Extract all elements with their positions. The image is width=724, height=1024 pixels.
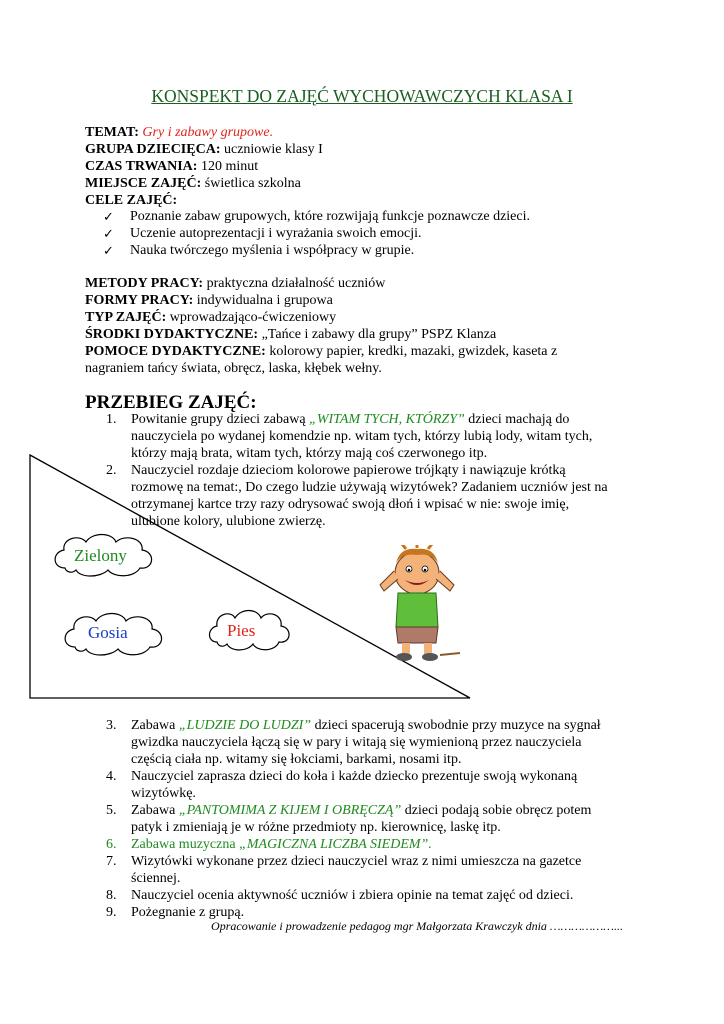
srodki-value: „Tańce i zabawy dla grupy” PSPZ Klanza — [261, 327, 497, 342]
metody-value: praktyczna działalność uczniów — [206, 276, 386, 291]
step-text: Nauczyciel ocenia aktywność uczniów i zbiera opinie na temat zajęć od dzieci. — [131, 888, 574, 903]
goal-item: Poznanie zabaw grupowych, które rozwijają funkcje poznawcze dzieci. — [130, 209, 530, 224]
page-title: KONSPEKT DO ZAJĘĆ WYCHOWAWCZYCH KLASA I — [151, 86, 573, 106]
step-text: dzieci podają sobie obręcz potem — [401, 803, 592, 818]
czas-value: 120 minut — [200, 159, 259, 174]
pomoce-label: POMOCE DYDAKTYCZNE: — [85, 344, 266, 359]
temat-line — [85, 124, 273, 141]
step-number: 3. — [106, 718, 117, 733]
metody-label: METODY PRACY: — [85, 276, 204, 291]
checkmark-icon: ✓ — [103, 209, 114, 224]
game-name: „PANTOMIMA Z KIJEM I OBRĘCZĄ” — [178, 803, 402, 818]
goal-item: Nauka twórczego myślenia i współpracy w grupie. — [130, 243, 415, 258]
step-text: gwizdka nauczyciela łączą się w pary i witają się wymienioną przez nauczyciela — [131, 735, 582, 750]
step-text: Pożegnanie z grupą. — [131, 905, 245, 920]
step-text: otrzymanej kartce trzy razy odrysować swoją dłoń i wpisać w nie: swoje imię, — [131, 497, 570, 512]
step-text: Zabawa muzyczna — [131, 837, 240, 852]
typ-label: TYP ZAJĘĆ: — [85, 310, 167, 325]
step-text: częścią ciała np. witamy się łokciami, barkami, nosami itp. — [131, 752, 462, 767]
miejsce-value: świetlica szkolna — [204, 176, 301, 191]
step-text: ulubione kolory, ulubione zwierzę. — [131, 514, 326, 529]
step-text: Powitanie grupy dzieci zabawą — [131, 412, 310, 427]
grupa-value: uczniowie klasy I — [223, 142, 323, 157]
typ-line — [85, 309, 336, 326]
miejsce-line — [85, 175, 301, 192]
pomoce-value: kolorowy papier, kredki, mazaki, gwizdek, kaseta z — [269, 344, 558, 359]
checkmark-icon: ✓ — [103, 243, 114, 258]
miejsce-label: MIEJSCE ZAJĘĆ: — [85, 176, 202, 191]
srodki-label: ŚRODKI DYDAKTYCZNE: — [85, 327, 259, 342]
formy-line — [85, 292, 333, 309]
game-name: „WITAM TYCH, KTÓRZY” — [309, 412, 465, 427]
step-text: Zabawa — [131, 803, 179, 818]
step-number: 5. — [106, 803, 117, 818]
step-number: 8. — [106, 888, 117, 903]
checkmark-icon: ✓ — [103, 226, 114, 241]
grupa-line — [85, 141, 323, 158]
grupa-label: GRUPA DZIECIĘCA: — [85, 142, 221, 157]
cloud-label-animal: Pies — [227, 621, 256, 640]
formy-value: indywidualna i grupowa — [196, 293, 333, 308]
step-number: 2. — [106, 463, 117, 478]
boy-clipart-icon — [372, 545, 462, 665]
step-text: Nauczyciel zaprasza dzieci do koła i każde dziecko prezentuje swoją wykonaną — [131, 769, 578, 784]
game-name: „MAGICZNA LICZBA SIEDEM”. — [239, 837, 432, 852]
temat-label: TEMAT: — [85, 125, 139, 140]
pomoce-line — [85, 343, 557, 360]
section-heading: PRZEBIEG ZAJĘĆ: — [85, 392, 257, 413]
czas-line — [85, 158, 258, 175]
step-number: 7. — [106, 854, 117, 869]
step-text: którzy mają brata, witam tych, którzy mają coś czerwonego itp. — [131, 446, 488, 461]
temat-value: Gry i zabawy grupowe. — [142, 125, 274, 140]
step-text: dzieci spacerują swobodnie przy muzyce na sygnał — [311, 718, 601, 733]
step-number: 9. — [106, 905, 117, 920]
step-text: nauczyciela po wydanej komendzie np. witam tych, którzy lubią lody, witam tych, — [131, 429, 593, 444]
cele-label: CELE ZAJĘĆ: — [85, 193, 178, 208]
goal-item: Uczenie autoprezentacji i wyrażania swoich emocji. — [130, 226, 422, 241]
step-text: wizytówkę. — [131, 786, 196, 801]
footer-signature: Opracowanie i prowadzenie pedagog mgr Małgorzata Krawczyk dnia ………………... — [211, 919, 623, 933]
step-text: ściennej. — [131, 871, 181, 886]
step-text: patyk i zmieniają je w różne przedmioty np. kierownicę, laskę itp. — [131, 820, 501, 835]
srodki-line — [85, 326, 496, 343]
step-text: dzieci machają do — [464, 412, 570, 427]
formy-label: FORMY PRACY: — [85, 293, 194, 308]
step-number: 1. — [106, 412, 117, 427]
cloud-label-name: Gosia — [88, 623, 128, 642]
metody-line — [85, 275, 385, 292]
step-text: Zabawa — [131, 718, 179, 733]
cloud-label-color: Zielony — [74, 546, 127, 565]
step-number: 6. — [106, 837, 117, 852]
czas-label: CZAS TRWANIA: — [85, 159, 198, 174]
step-text: rozmowę na temat:, Do czego ludzie używają wizytówek? Zadaniem uczniów jest na — [131, 480, 608, 495]
typ-value: wprowadzająco-ćwiczeniowy — [169, 310, 337, 325]
game-name: „LUDZIE DO LUDZI” — [178, 718, 312, 733]
step-text: Nauczyciel rozdaje dzieciom kolorowe papierowe trójkąty i nawiązuje krótką — [131, 463, 566, 478]
pomoce-value-cont: nagraniem tańcy świata, obręcz, laska, kłębek wełny. — [85, 361, 382, 376]
step-number: 4. — [106, 769, 117, 784]
step-text: Wizytówki wykonane przez dzieci nauczyciel wraz z nimi umieszcza na gazetce — [131, 854, 582, 869]
